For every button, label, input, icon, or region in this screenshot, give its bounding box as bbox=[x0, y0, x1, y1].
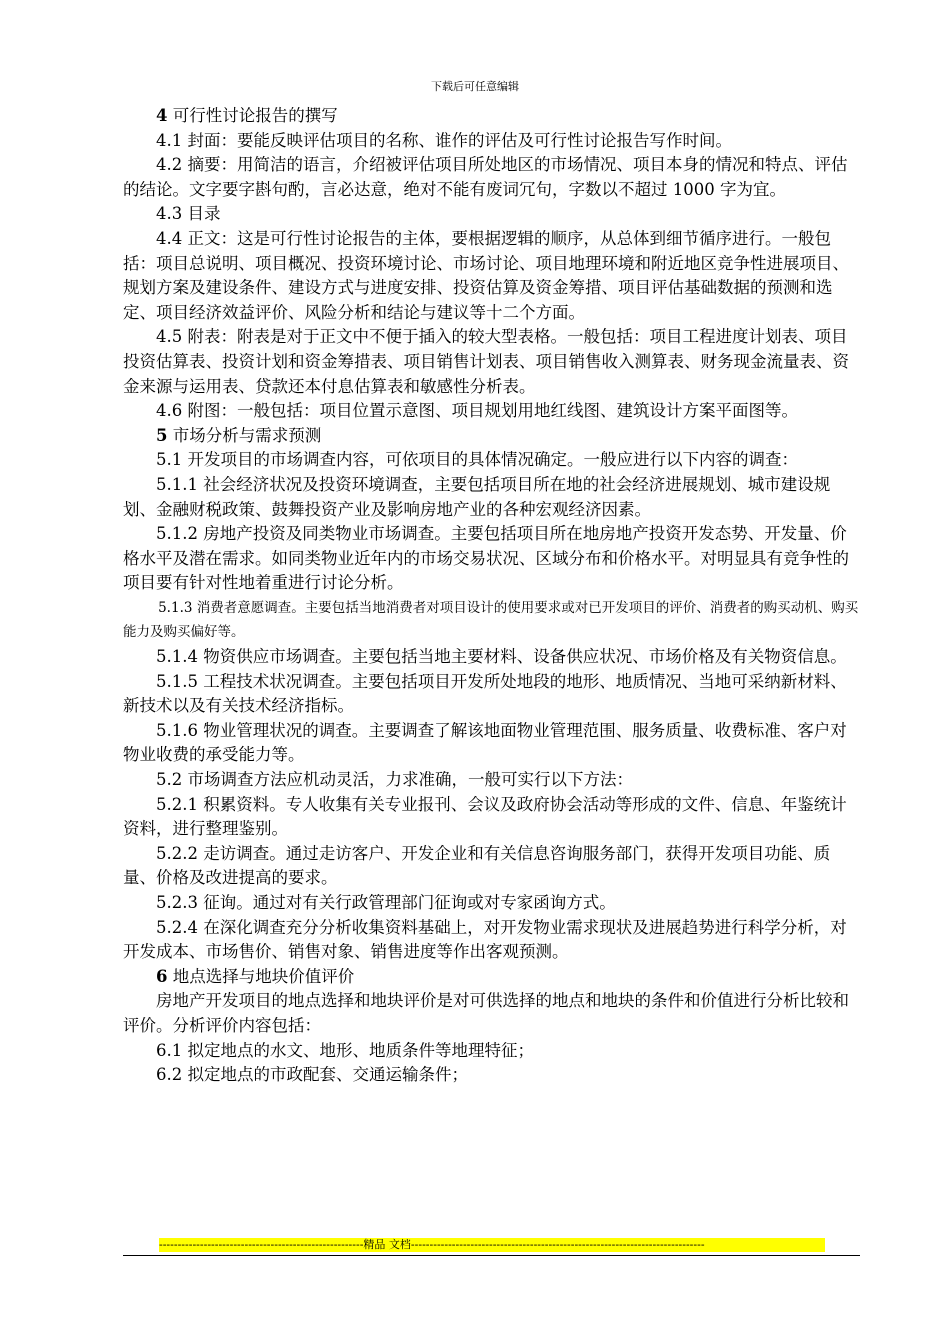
section-title: 可行性讨论报告的撰写 bbox=[167, 106, 338, 125]
paragraph: 5.2.4 在深化调查充分分析收集资料基础上，对开发物业需求现状及进展趋势进行科学分析，对开发成本、市场售价、销售对象、销售进度等作出客观预测。 bbox=[123, 917, 847, 962]
page-header: 下载后可任意编辑 bbox=[431, 80, 519, 93]
document-body bbox=[123, 104, 860, 1088]
section-heading bbox=[123, 104, 860, 129]
paragraph: 6.1 拟定地点的水文、地形、地质条件等地理特征； bbox=[156, 1040, 534, 1060]
paragraph: 4.6 附图：一般包括：项目位置示意图、项目规划用地红线图、建筑设计方案平面图等。 bbox=[156, 401, 798, 421]
paragraph: 4.5 附表：附表是对于正文中不便于插入的较大型表格。一般包括：项目工程进度计划表、项目投资估算表、投资计划和资金筹措表、项目销售计划表、项目销售收入测算表、财务现金流量表、资金来源与运用表、贷款还本付息估算表和敏感性分析表。 bbox=[123, 327, 849, 396]
paragraph: 5.2.1 积累资料。专人收集有关专业报刊、会议及政府协会活动等形成的文件、信息、年鉴统计资料，进行整理鉴别。 bbox=[123, 794, 847, 839]
paragraph: 5.1.1 社会经济状况及投资环境调查，主要包括项目所在地的社会经济进展规划、城市建设规划、金融财税政策、鼓舞投资产业及影响房地产业的各种宏观经济因素。 bbox=[123, 474, 831, 519]
paragraph: 5.2 市场调查方法应机动灵活，力求准确，一般可实行以下方法： bbox=[156, 770, 633, 790]
paragraph: 5.1.3 消费者意愿调查。主要包括当地消费者对项目设计的使用要求或对已开发项目的评价、消费者的购买动机、购买能力及购买偏好等。 bbox=[123, 599, 859, 641]
paragraph: 5.1.6 物业管理状况的调查。主要调查了解该地面物业管理范围、服务质量、收费标准、客户对物业收费的承受能力等。 bbox=[123, 720, 847, 765]
paragraph: 6.2 拟定地点的市政配套、交通运输条件； bbox=[156, 1065, 468, 1085]
section-number: 5 bbox=[156, 425, 168, 445]
paragraph: 4.3 目录 bbox=[156, 204, 221, 224]
paragraph: 4.4 正文：这是可行性讨论报告的主体，要根据逻辑的顺序，从总体到细节循序进行。一般包括：项目总说明、项目概况、投资环境讨论、市场讨论、项目地理环境和附近地区竞争性进展项目、规划方案及建设条件、建设方式与进度安排、投资估算及资金筹措、项目评估基础数据的预测和选定、项目经济效益评价、风险分析和结论与建议等十二个方面。 bbox=[123, 228, 849, 322]
section-title: 地点选择与地块价值评价 bbox=[167, 966, 355, 986]
paragraph: 5.1.4 物资供应市场调查。主要包括当地主要材料、设备供应状况、市场价格及有关物资信息。 bbox=[156, 647, 847, 667]
paragraph: 5.2.3 征询。通过对有关行政管理部门征询或对专家函询方式。 bbox=[156, 893, 616, 912]
paragraph: 房地产开发项目的地点选择和地块评价是对可供选择的地点和地块的条件和价值进行分析比较和评价。分析评价内容包括： bbox=[123, 991, 849, 1035]
paragraph: 4.2 摘要：用简洁的语言，介绍被评估项目所处地区的市场情况、项目本身的情况和特点、评估的结论。文字要字斟句酌，言必达意，绝对不能有废词冗句，字数以不超过 1000 字为宜。 bbox=[123, 155, 848, 199]
paragraph: 5.2.2 走访调查。通过走访客户、开发企业和有关信息咨询服务部门，获得开发项目功能、质量、价格及改进提高的要求。 bbox=[123, 843, 831, 888]
section-number: 4 bbox=[156, 106, 168, 125]
paragraph: 5.1.2 房地产投资及同类物业市场调查。主要包括项目所在地房地产投资开发态势、开发量、价格水平及潜在需求。如同类物业近年内的市场交易状况、区域分布和价格水平。对明显具有竞争性的项目要有针对性地着重进行讨论分析。 bbox=[123, 524, 849, 593]
section-heading bbox=[123, 424, 860, 449]
section-heading bbox=[123, 965, 860, 990]
footer-divider bbox=[123, 1255, 860, 1256]
section-title: 市场分析与需求预测 bbox=[167, 425, 322, 445]
section-number: 6 bbox=[156, 966, 168, 986]
paragraph: 4.1 封面：要能反映评估项目的名称、谁作的评估及可行性讨论报告写作时间。 bbox=[156, 130, 732, 150]
paragraph: 5.1 开发项目的市场调查内容，可依项目的具体情况确定。一般应进行以下内容的调查： bbox=[156, 450, 798, 470]
page-footer: -------------------------------------------------------精品 文档------------------------------------------------------------------------------- bbox=[159, 1238, 825, 1252]
paragraph: 5.1.5 工程技术状况调查。主要包括项目开发所处地段的地形、地质情况、当地可采纳新材料、新技术以及有关技术经济指标。 bbox=[123, 671, 847, 716]
